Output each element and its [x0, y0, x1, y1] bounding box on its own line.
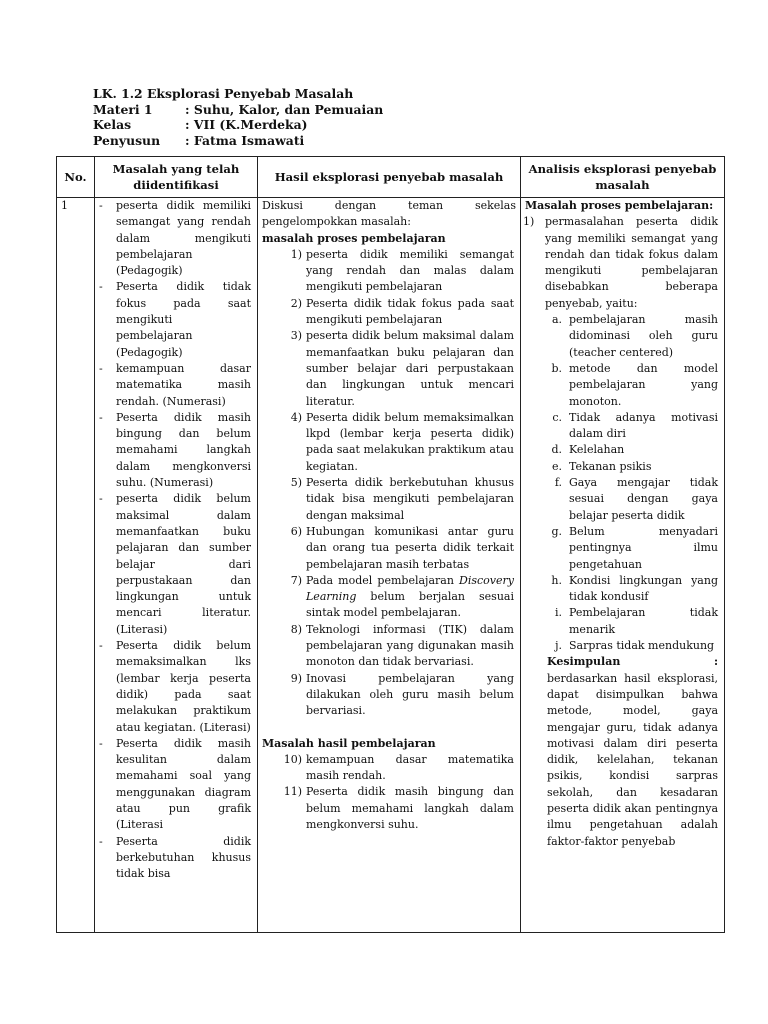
list-item: a. pembelajaran masih didominasi oleh guru (teacher centered) [551, 313, 718, 359]
list-item: - Peserta didik berkebutuhan khusus tidak bisa [99, 834, 251, 881]
list-item: f. Gaya mengajar tidak sesuai dengan gaya belajar peserta didik [554, 476, 718, 522]
list-item: d. Kelelahan [551, 443, 625, 457]
list-item: i. Pembelajaran tidak menarik [554, 606, 718, 636]
list-item: j. Sarpras tidak mendukung [555, 639, 715, 653]
section-title-outcome: Masalah hasil pembelajaran [262, 736, 436, 750]
header-identified-problem: Masalah yang telah diidentifikasi [95, 157, 258, 198]
list-item: - peserta didik belum maksimal dalam memanfaatkan buku pelajaran dan sumber belajar dari perpustakaan dan lingkungan untuk mencari literatur. (Literasi) [99, 492, 251, 636]
worksheet-title: LK. 1.2 Eksplorasi Penyebab Masalah [93, 86, 354, 101]
document-header [93, 86, 383, 148]
header-label: Materi 1 [93, 101, 153, 117]
header-label: Penyusun [93, 132, 161, 148]
header-value: : Suhu, Kalor, dan Pemuaian [185, 101, 384, 117]
header-label: Kelas [93, 117, 132, 132]
analysis-heading: Masalah proses pembelajaran: [525, 199, 714, 212]
analysis-cell [521, 198, 725, 933]
list-item: 3) peserta didik belum maksimal dalam memanfaatkan buku pelajaran dan sumber belajar dari perpustakaan dan lingkungan untuk mencari literatur. [290, 329, 514, 408]
problem-list [95, 198, 257, 882]
conclusion-label: Kesimpulan : [547, 655, 718, 669]
list-item: 8) Teknologi informasi (TIK) dalam pembelajaran yang digunakan masih monoton dan tidak bervariasi. [290, 622, 514, 669]
outcome-problem-list [258, 752, 520, 833]
list-item: - Peserta didik masih bingung dan belum memahami langkah dalam mengkonversi suhu. (Numerasi) [99, 410, 251, 490]
list-item: e. Tekanan psikis [551, 459, 652, 473]
table-row [57, 198, 725, 933]
list-item: 6) Hubungan komunikasi antar guru dan orang tua peserta didik terkait pembelajaran masih terbatas [290, 524, 514, 571]
identified-problems-cell [95, 198, 258, 933]
list-item: - Peserta didik belum memaksimalkan lks (lembar kerja peserta didik) pada saat melakukan praktikum atau kegiatan. (Literasi) [99, 639, 251, 734]
cause-list [521, 312, 724, 654]
list-item: - peserta didik memiliki semangat yang rendah dalam mengikuti pembelajaran (Pedagogik) [99, 199, 251, 278]
list-item: h. Kondisi lingkungan yang tidak kondusif [551, 573, 718, 604]
exploration-result-cell [258, 198, 521, 933]
header-exploration-result: Hasil eksplorasi penyebab masalah [258, 157, 521, 198]
list-item: - Peserta didik tidak fokus pada saat mengikuti pembelajaran (Pedagogik) [99, 280, 251, 359]
list-item: 9) Inovasi pembelajaran yang dilakukan oleh guru masih belum bervariasi. [290, 671, 514, 718]
conclusion-text: berdasarkan hasil eksplorasi, dapat disimpulkan bahwa metode, model, gaya mengajar guru, tidak adanya motivasi dalam diri peserta didik, kelelahan, tekanan psikis, kondisi sarpras sekolah, dan kesadaran peserta didik akan pentingnya ilmu pengetahuan adalah faktor-faktor penyebab [547, 671, 718, 848]
list-item: 2) Peserta didik tidak fokus pada saat mengikuti pembelajaran [290, 296, 514, 327]
list-item: - Peserta didik masih kesulitan dalam memahami soal yang menggunakan diagram atau pun grafik (Literasi [99, 736, 251, 832]
header-no: No. [57, 157, 95, 198]
process-problem-list [258, 247, 520, 720]
row-number-cell: 1 [57, 198, 95, 933]
list-item: 5) Peserta didik berkebutuhan khusus tidak bisa mengikuti pembelajaran dengan maksimal [290, 476, 514, 522]
list-item: - kemampuan dasar matematika masih rendah. (Numerasi) [99, 361, 251, 408]
list-item: 7) Pada model pembelajaran Discovery Learning belum berjalan sesuai sintak model pembelajaran. [290, 573, 514, 620]
table-header-row [57, 157, 725, 198]
header-row-penyusun [93, 133, 383, 149]
list-item: 11) Peserta didik masih bingung dan belum memahami langkah dalam mengkonversi suhu. [283, 785, 514, 831]
list-item: 4) Peserta didik belum memaksimalkan lkpd (lembar kerja peserta didik) pada saat melakukan praktikum atau kegiatan. [290, 410, 514, 473]
list-item: 10) kemampuan dasar matematika masih rendah. [283, 752, 514, 783]
list-item: 1) peserta didik memiliki semangat yang rendah dan malas dalam mengikuti pembelajaran [290, 247, 514, 294]
header-row-kelas [93, 117, 383, 133]
list-item: c. Tidak adanya motivasi dalam diri [552, 410, 718, 441]
list-item: b. metode dan model pembelajaran yang monoton. [551, 361, 718, 408]
header-row-materi [93, 102, 383, 118]
header-value: : VII (K.Merdeka) [185, 117, 308, 132]
header-value: : Fatma Ismawati [185, 132, 305, 148]
analysis-item-1: 1) permasalahan peserta didik yang memiliki semangat yang rendah dan tidak fokus dalam mengikuti pembelajaran disebabkan beberapa penyebab, yaitu: [523, 215, 718, 310]
discussion-intro: Diskusi dengan teman sekelas pengelompokkan masalah: [262, 199, 516, 229]
section-title-process: masalah proses pembelajaran [262, 231, 446, 245]
header-analysis: Analisis eksplorasi penyebab masalah [521, 157, 725, 198]
exploration-table [56, 156, 725, 933]
list-item: g. Belum menyadari pentingnya ilmu pengetahuan [551, 524, 718, 571]
